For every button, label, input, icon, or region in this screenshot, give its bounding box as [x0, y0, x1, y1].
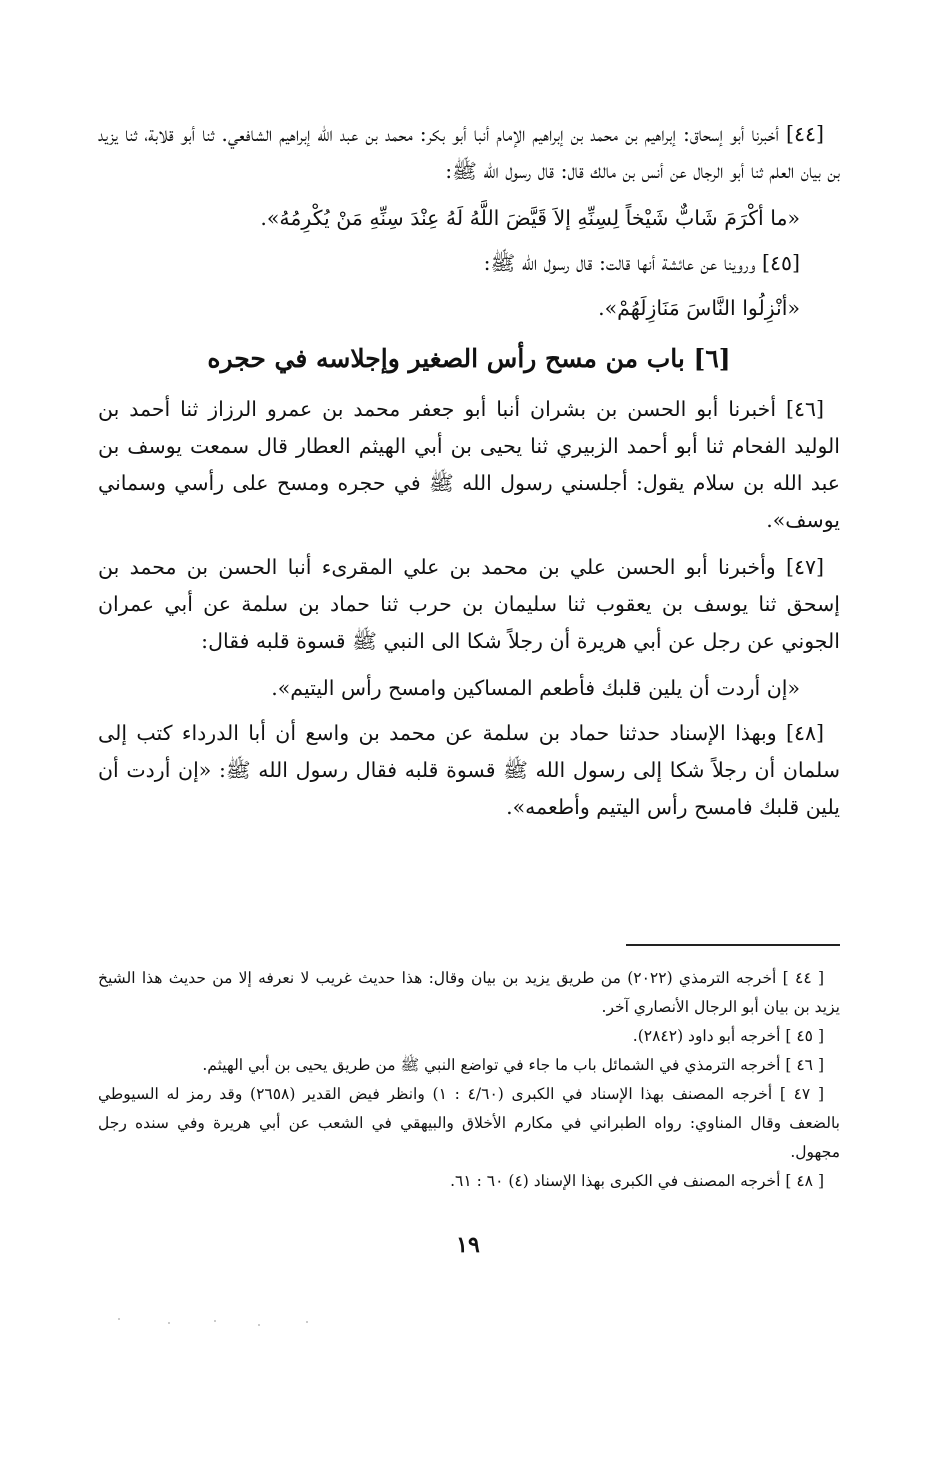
page-number: ١٩ [456, 1232, 480, 1258]
scan-speck [258, 1324, 260, 1326]
scan-speck [118, 1318, 120, 1320]
hadith-quote-44: «ما أكْرَمَ شَابٌّ شَيْخاً لِسِنِّهِ إلاَ قَيَّضَ اللَّهُ لَهُ عِنْدَ سِنِّهِ مَنْ يُكْرِمُهُ». [260, 206, 800, 230]
paragraph-46: [٤٦] أخبرنا أبو الحسن بن بشران أنبا أبو جعفر محمد بن عمرو الرزاز ثنا أحمد بن الوليد الفحام ثنا أبو أحمد الزبيري ثنا يحيى بن أبي الهيثم العطار قال سمعت يوسف بن عبد الله بن سلام يقول: أجلسني رسول الله ﷺ في حجره ومسح على رأسي وسماني يوسف». [98, 397, 840, 532]
footnote-47: [ ٤٧ ] أخرجه المصنف بهذا الإسناد في الكبرى (٤/٦٠ : ١) وانظر فيض القدير (٢٦٥٨) وقد رمز له السيوطي بالضعف وقال المناوي: رواه الطبراني في مكارم الأخلاق والبيهقي في الشعب عن أبي هريرة وفي سنده رجل مجهول. [98, 1085, 840, 1161]
scan-speck [168, 1322, 170, 1324]
scan-speck [306, 1321, 308, 1323]
footnote-44: [ ٤٤ ] أخرجه الترمذي (٢٠٢٢) من طريق يزيد بن بيان وقال: هذا حديث غريب لا نعرفه إلا من حديث هذا الشيخ يزيد بن بيان أبو الرجال الأنصاري آخر. [98, 969, 840, 1016]
paragraph-44: [٤٤] أخبرنا أبو إسحاق: إبراهيم بن محمد بن إبراهيم الإمام أنبا أبو بكر: محمد بن عبد الله إبراهيم الشافعي. ثنا أبو قلابة، ثنا يزيد بن بيان العلم ثنا أبو الرجال عن أنس بن مالك قال: قال رسول الله ﷺ: [98, 122, 840, 183]
paragraph-47: [٤٧] وأخبرنا أبو الحسن علي بن محمد بن علي المقرىء أنبا الحسن بن محمد بن إسحق ثنا يوسف بن يعقوب ثنا سليمان بن حرب ثنا حماد بن سلمة عن أبي عمران الجوني عن رجل عن أبي هريرة أن رجلاً شكا الى النبي ﷺ قسوة قلبه فقال: [98, 555, 840, 653]
chapter-heading: [٦] باب من مسح رأس الصغير وإجلاسه في حجره [207, 344, 731, 373]
main-text [98, 116, 840, 836]
hadith-quote-45: «أنْزِلُوا النَّاسَ مَنَازِلَهُمْ». [598, 296, 800, 320]
footnotes [98, 964, 840, 1196]
footnote-48: [ ٤٨ ] أخرجه المصنف في الكبرى بهذا الإسناد (٤) ٦٠ : ٦١. [450, 1172, 824, 1190]
footnote-46: [ ٤٦ ] أخرجه الترمذي في الشمائل باب ما جاء في تواضع النبي ﷺ من طريق يحيى بن أبي الهيثم. [202, 1056, 824, 1074]
paragraph-48: [٤٨] وبهذا الإسناد حدثنا حماد بن سلمة عن محمد بن واسع أن أبا الدرداء كتب إلى سلمان أن رجلاً شكا إلى رسول الله ﷺ قسوة قلبه فقال رسول الله ﷺ: «إن أردت أن يلين قلبك فامسح رأس اليتيم وأطعمه». [98, 721, 840, 819]
footnote-divider [626, 944, 840, 946]
scan-speck [214, 1320, 216, 1322]
hadith-quote-47: «إن أردت أن يلين قلبك فأطعم المساكين وامسح رأس اليتيم». [271, 676, 800, 700]
paragraph-45: [٤٥] وروينا عن عائشة أنها قالت: قال رسول الله ﷺ: [483, 251, 800, 275]
footnote-45: [ ٤٥ ] أخرجه أبو داود (٢٨٤٢). [632, 1027, 824, 1045]
